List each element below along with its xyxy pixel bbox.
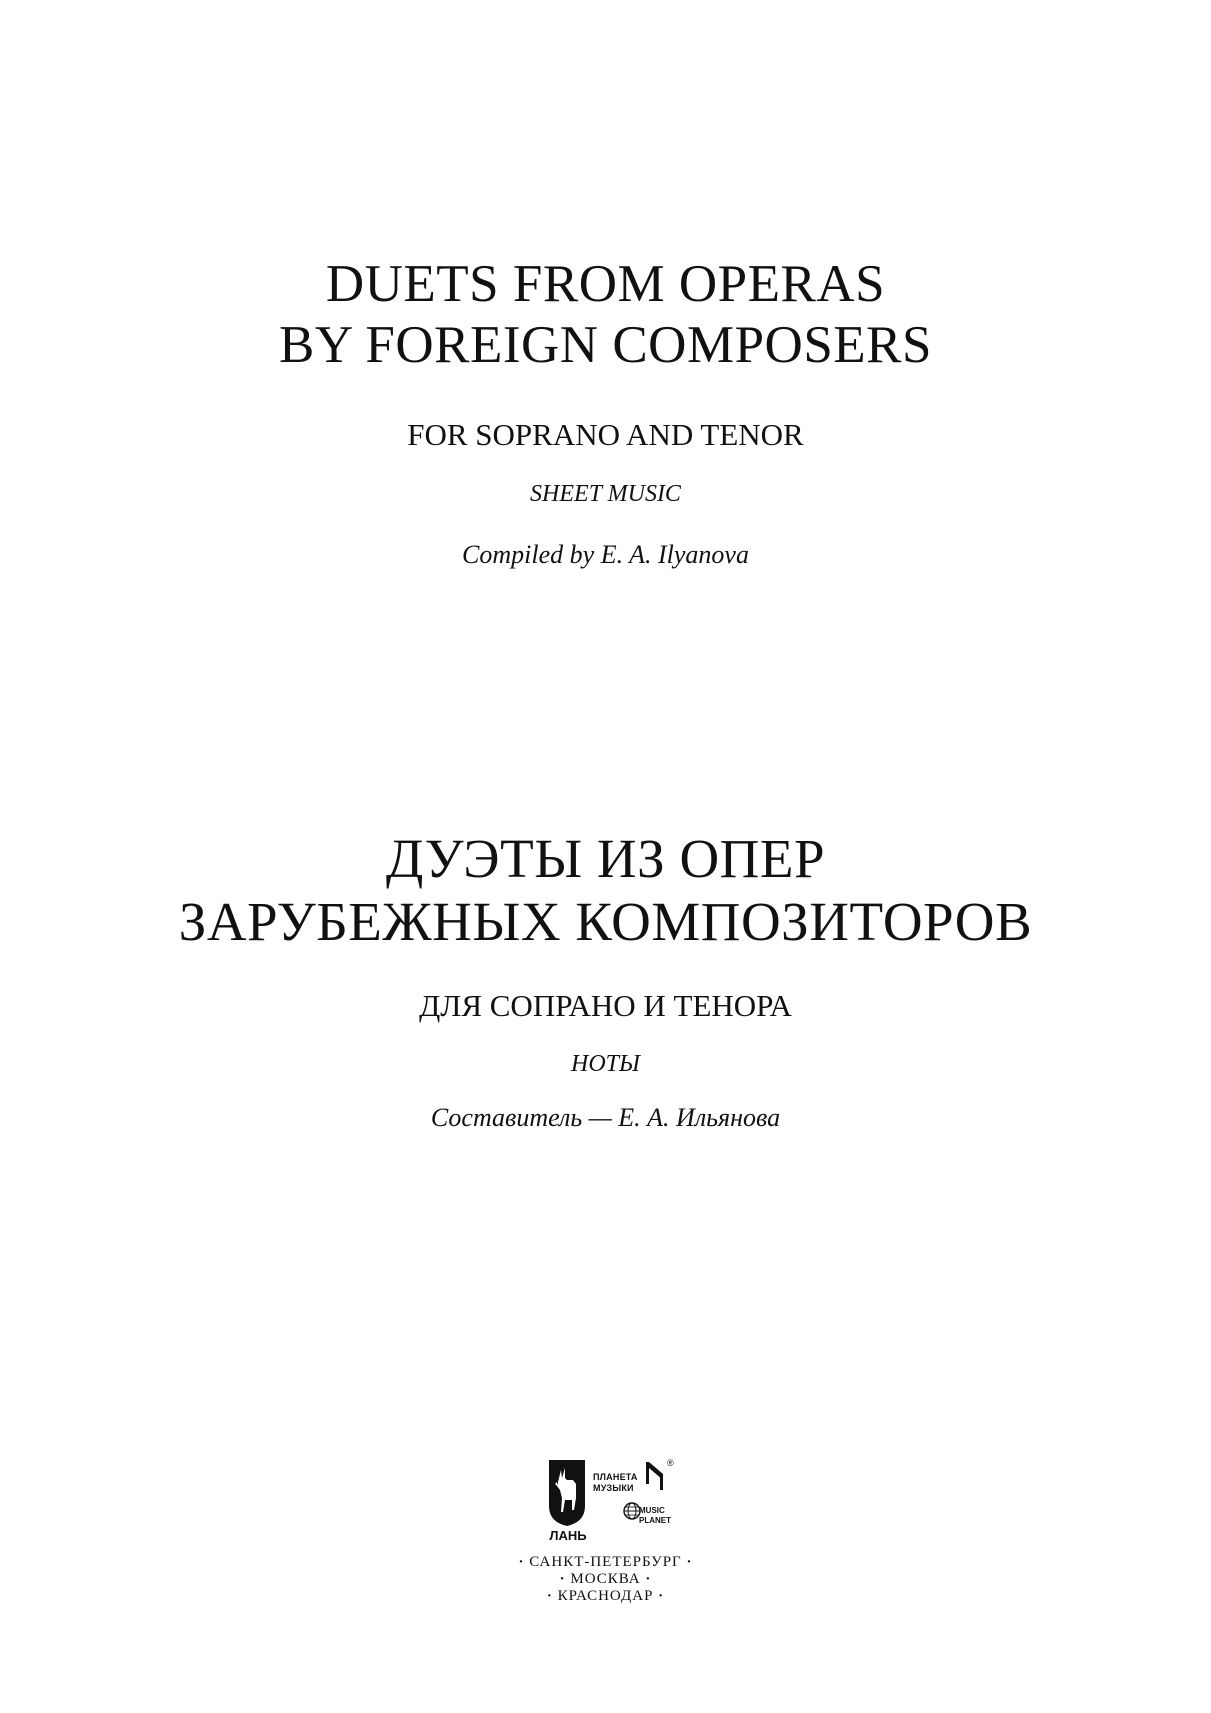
planet-en-line-1: MUSIC — [639, 1506, 665, 1515]
planet-en-line-2: PLANET — [639, 1516, 671, 1525]
planet-ru-line-2: МУЗЫКИ — [593, 1483, 634, 1493]
city-line-1 — [0, 1554, 1211, 1571]
russian-compiler: Составитель — Е. А. Ильянова — [430, 1103, 781, 1132]
separator-dot: · — [645, 1571, 652, 1587]
separator-dot: · — [518, 1554, 525, 1570]
city-saint-petersburg: САНКТ-ПЕТЕРБУРГ — [529, 1554, 682, 1570]
english-type: SHEET MUSIC — [530, 481, 681, 507]
english-compiler: Compiled by E. A. Ilyanova — [462, 540, 749, 569]
russian-title-line-1: ДУЭТЫ ИЗ ОПЕР — [385, 828, 826, 889]
english-title-line-2: BY FOREIGN COMPOSERS — [278, 316, 932, 374]
planet-en-text — [639, 1506, 671, 1526]
city-line-2 — [0, 1571, 1211, 1588]
separator-dot: · — [658, 1588, 665, 1604]
publisher-block — [0, 1458, 1211, 1604]
planet-ru-text — [593, 1472, 638, 1494]
english-subtitle: FOR SOPRANO AND TENOR — [407, 417, 804, 452]
planet-ru-line-1: ПЛАНЕТА — [593, 1472, 638, 1482]
publisher-cities — [0, 1554, 1211, 1605]
deer-shield-icon — [547, 1458, 587, 1548]
russian-subtitle: ДЛЯ СОПРАНО И ТЕНОРА — [419, 988, 792, 1023]
lan-logo-text: ЛАНЬ — [549, 1528, 587, 1543]
english-title-line-1: DUETS FROM OPERAS — [325, 255, 886, 313]
city-moscow: МОСКВА — [570, 1571, 641, 1587]
separator-dot: · — [546, 1588, 553, 1604]
russian-title-line-2: ЗАРУБЕЖНЫХ КОМПОЗИТОРОВ — [178, 891, 1033, 952]
music-note-icon — [643, 1460, 667, 1499]
city-line-3 — [0, 1588, 1211, 1605]
music-planet-logo — [593, 1458, 677, 1534]
russian-type: НОТЫ — [571, 1051, 640, 1077]
city-krasnodar: КРАСНОДАР — [557, 1588, 654, 1604]
separator-dot: · — [559, 1571, 566, 1587]
registered-mark: ® — [667, 1458, 674, 1468]
separator-dot: · — [686, 1554, 693, 1570]
publisher-logos — [547, 1458, 677, 1548]
